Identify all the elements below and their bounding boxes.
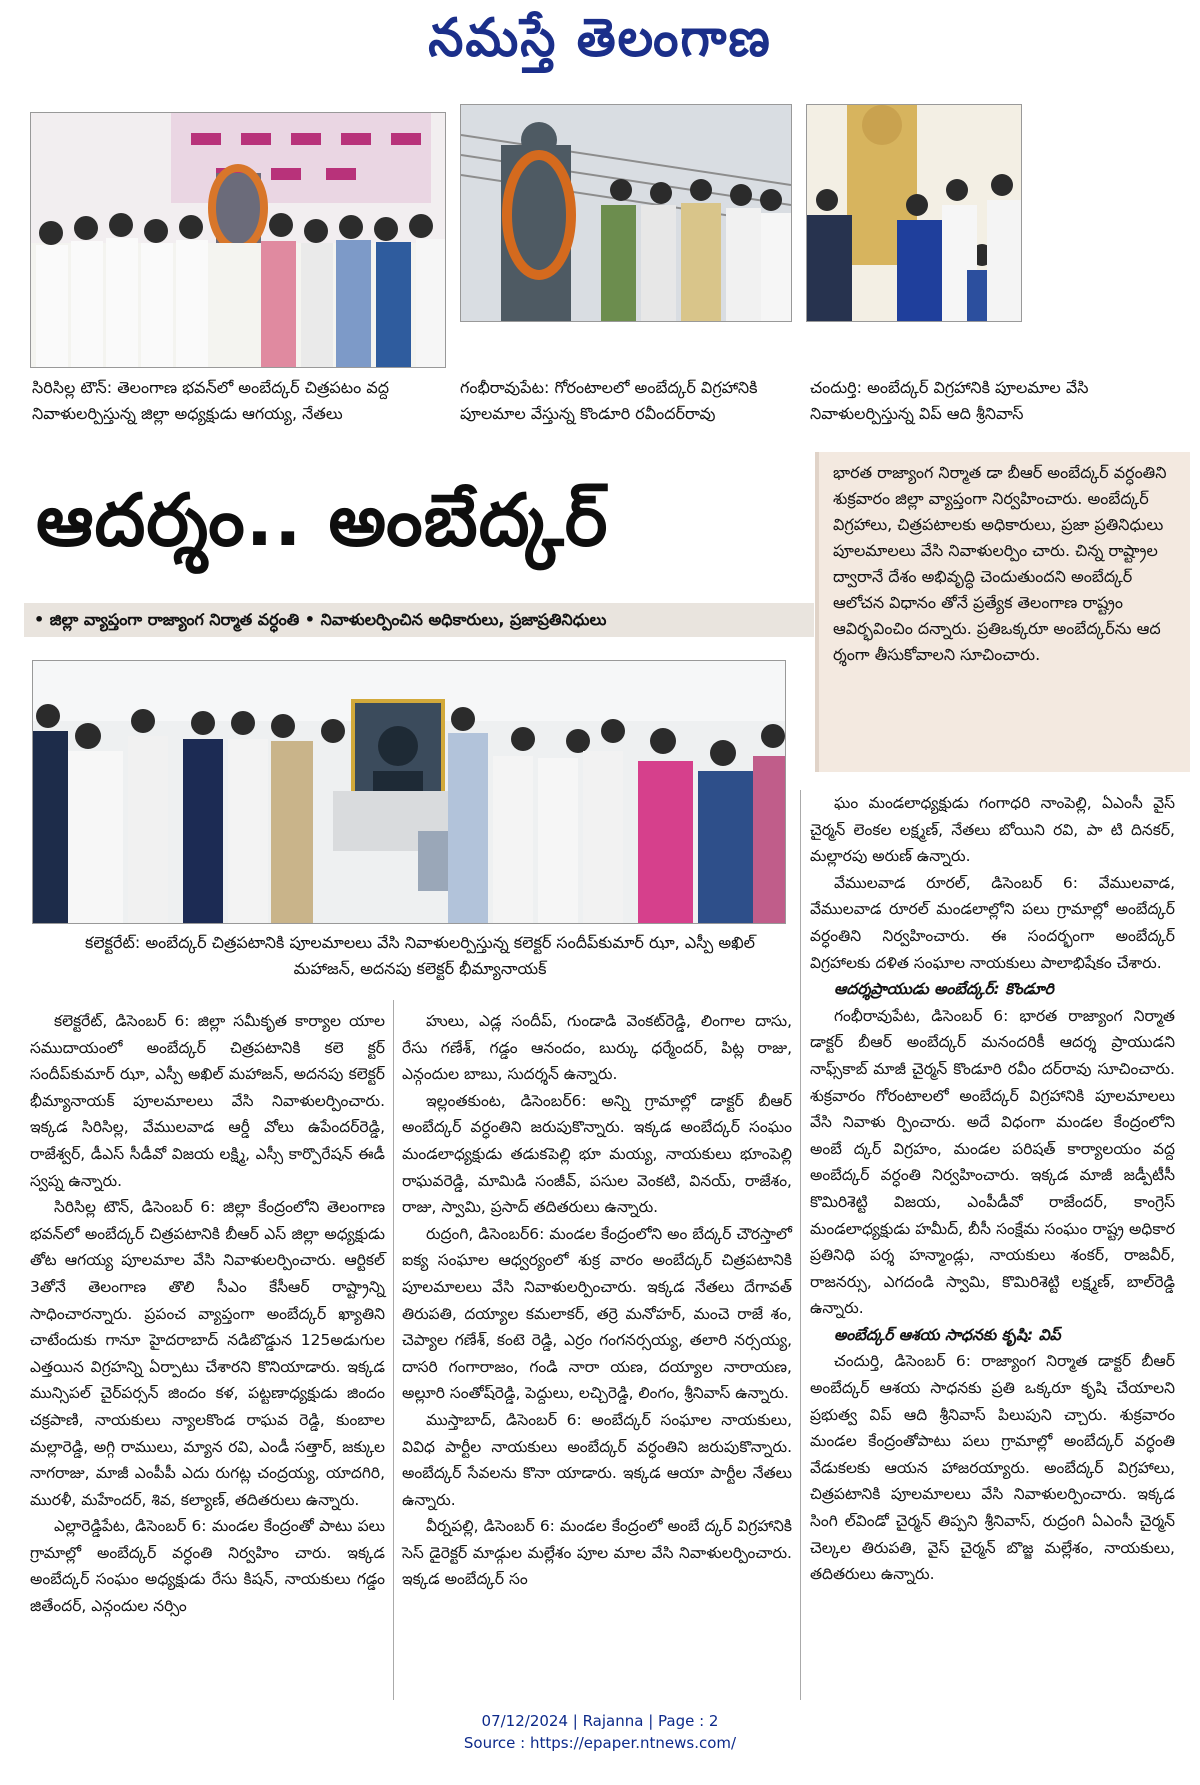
photo-chandurthi xyxy=(806,104,1022,322)
section-heading: అంబేద్కర్‌ ఆశయ సాధనకు కృషి: విప్‌ xyxy=(834,1325,1061,1344)
caption-collectorate: కలెక్టరేట్‌: అంబేద్కర్‌ చిత్రపటానికి పూలమాలలు వేసి నివాళులర్పిస్తున్న కలెక్టర్‌ సందీప్‌కుమార్‌ ఝా, ఎస్పీ అఖిల్‌ మహాజన్‌, అదనపు కలెక్టర్‌ భీమ్యానాయక్‌ xyxy=(84,933,756,978)
para: ఎల్లారెడ్డిపేట, డిసెంబర్‌ 6: మండల కేంద్రంతో పాటు పలు గ్రామాల్లో అంబేద్కర్‌ వర్ధంతి నిర్వహిం చారు. ఇక్కడ అంబేద్కర్‌ సంఘం అధ్యక్షుడు రేసు కిషన్‌, నాయకులు గడ్డం జితేందర్‌, ఎన్గందుల నర్సిం xyxy=(30,1517,385,1616)
section-heading: ఆదర్శప్రాయుడు అంబేద్కర్‌: కొండూరి xyxy=(834,980,1054,999)
article-column-1 xyxy=(30,1008,385,1620)
para: గంభీరావుపేట, డిసెంబర్‌ 6: భారత రాజ్యాంగ నిర్మాత డాక్టర్‌ బీఆర్‌ అంబేద్కర్‌ మనందరికీ ఆదర్శ ప్రాయుడని నాఫ్స్‌కాబ్‌ మాజీ చైర్మన్‌ కొండూరి రవీం దర్‌రావు సూచించారు. శుక్రవారం గోరంటాలలో అంబేద్కర్‌ విగ్రహానికి పూలమాలలు వేసి నివాళు ర్పించారు. అదే విధంగా మండల కేంద్రంలోని అంబే ద్కర్‌ విగ్రహం, మండల పరిషత్‌ కార్యాలయం వద్ద అంబేద్కర్‌ వర్ధంతి నిర్వహించారు. ఇక్కడ మాజీ జడ్పీటీసీ కొమిరిశెట్టి విజయ, ఎంపీడీవో రాజేందర్‌, కాంగ్రెస్‌ మండలాధ్యక్షుడు హమీద్‌, బీసీ సంక్షేమ సంఘం రాష్ట్ర అధికార ప్రతినిధి పర్శ హన్మాండ్లు, నాయకులు శంకర్‌, రాజవీర్‌, రాజనర్సు, ఎగదండి స్వామి, కొమిరిశెట్టి లక్ష్మణ్‌, బాల్‌రెడ్డి ఉన్నారు. xyxy=(810,1006,1175,1318)
headline: ఆదర్శం.. అంబేద్కర్‌ xyxy=(36,478,609,562)
para: హులు, ఎడ్ల సందీప్‌, గుండాడి వెంకట్‌రెడ్డి, లింగాల దాసు, రేసు గణేశ్‌, గడ్డం ఆనందం, బుర్కు ధర్మేందర్‌, పిట్ల రాజు, ఎన్గందుల బాబు, సుదర్శన్‌ ఉన్నారు. xyxy=(402,1012,792,1084)
para: సిరిసిల్ల టౌన్‌, డిసెంబర్‌ 6: జిల్లా కేంద్రంలోని తెలంగాణ భవన్‌లో అంబేద్కర్‌ చిత్రపటానికి బీఆర్‌ ఎస్‌ జిల్లా అధ్యక్షుడు తోట ఆగయ్య పూలమాల వేసి నివాళులర్పించారు. ఆర్టికల్‌ 3తోనే తెలంగాణ తొలి సీఎం కేసీఆర్‌ రాష్ట్రాన్ని సాధించారన్నారు. ప్రపంచ వ్యాప్తంగా అంబేద్కర్‌ ఖ్యాతిని చాటేందుకు గానూ హైదరాబాద్‌ నడిబొడ్డున 125అడుగుల ఎత్తయిన విగ్రహన్ని ఏర్పాటు చేశారని కొనియాడారు. ఇక్కడ మున్సిపల్‌ చైర్‌పర్సన్‌ జిందం కళ, పట్టణాధ్యక్షుడు జిందం చక్రపాణి, నాయకులు న్యాలకొండ రాఘవ రెడ్డి, కుంబాల మల్లారెడ్డి, అగ్గి రాములు, మ్యాన రవి, ఎండీ సత్తార్‌, జక్కుల నాగరాజు, మాజీ ఎంపీపీ ఎదు రుగట్ల చంద్రయ్య, యాదగిరి, మురళీ, మహేందర్‌, శివ, కల్యాణ్‌, తదితరులు ఉన్నారు. xyxy=(30,1198,385,1509)
para: ముస్తాబాద్‌, డిసెంబర్‌ 6: అంబేద్కర్‌ సంఘాల నాయకులు, వివిధ పార్టీల నాయకులు అంబేద్కర్‌ వర్ధంతిని జరుపుకొన్నారు. అంబేద్కర్‌ సేవలను కొనా యాడారు. ఇక్కడ ఆయా పార్టీల నేతలు ఉన్నారు. xyxy=(402,1410,792,1509)
caption-gambhiraopet: గంభీరావుపేట: గోరంటాలలో అంబేద్కర్‌ విగ్రహానికి పూలమాల వేస్తున్న కొండూరి రవీందర్‌రావు xyxy=(460,378,758,423)
footer-date-line: 07/12/2024 | Rajanna | Page : 2 xyxy=(481,1712,719,1730)
column-divider xyxy=(800,790,801,1700)
article-column-3 xyxy=(810,790,1175,1588)
photo-sircilla-town xyxy=(30,112,446,368)
caption-sircilla-town: సిరిసిల్ల టౌన్‌: తెలంగాణ భవన్‌లో అంబేద్కర్‌ చిత్రపటం వద్ద నివాళులర్పిస్తున్న జిల్లా అధ్యక్షుడు ఆగయ్య, నేతలు xyxy=(32,378,390,423)
para: ఘం మండలాధ్యక్షుడు గంగాధరి నాంపెల్లి, ఏఎంసీ వైస్‌ చైర్మన్‌ లెంకల లక్ష్మణ్‌, నేతలు బోయిని రవి, పా టి దినకర్‌, మల్లారపు అరుణ్‌ ఉన్నారు. xyxy=(810,794,1175,866)
article-column-2 xyxy=(402,1008,792,1593)
masthead xyxy=(0,0,1200,78)
footer xyxy=(0,1710,1200,1754)
footer-source-line: Source : https://epaper.ntnews.com/ xyxy=(463,1734,737,1752)
para: వీర్నపల్లి, డిసెంబర్‌ 6: మండల కేంద్రంలో అంబే ద్కర్‌ విగ్రహానికి సెస్‌ డైరెక్టర్‌ మాడ్గుల మల్లేశం పూల మాల వేసి నివాళులర్పించారు. ఇక్కడ అంబేద్కర్‌ సం xyxy=(402,1517,792,1589)
photo-collectorate xyxy=(32,660,786,924)
para: వేములవాడ రూరల్‌, డిసెంబర్‌ 6: వేములవాడ, వేములవాడ రూరల్‌ మండలాల్లోని పలు గ్రామాల్లో అంబేద్కర్‌ వర్ధంతిని నిర్వహించారు. ఈ సందర్భంగా అంబేద్కర్‌ విగ్రహాలకు దళిత సంఘాల నాయకులు పాలాభిషేకం చేశారు. xyxy=(810,873,1175,972)
caption-chandurthi: చందుర్తి: అంబేద్కర్‌ విగ్రహానికి పూలమాల వేసి నివాళులర్పిస్తున్న విప్‌ ఆది శ్రీనివాస్‌ xyxy=(810,378,1089,423)
subhead: • జిల్లా వ్యాప్తంగా రాజ్యాంగ నిర్మాత వర్ధంతి • నివాళులర్పించిన అధికారులు, ప్రజాప్రతినిధులు xyxy=(24,603,814,637)
column-divider xyxy=(393,1000,394,1700)
photo-gambhiraopet xyxy=(460,104,792,322)
para: రుద్రంగి, డిసెంబర్‌6: మండల కేంద్రంలోని అం బేద్కర్‌ చౌరస్తాలో ఐక్య సంఘాల ఆధ్వర్యంలో శుక్ర వారం అంబేద్కర్‌ చిత్రపటానికి పూలమాలలు వేసి నివాళులర్పించారు. ఇక్కడ నేతలు దేగావత్‌ తిరుపతి, దయ్యాల కమలాకర్‌, తర్రె మనోహర్‌, మంచె రాజే శం, చెప్యాల గణేశ్‌, కంటె రెడ్డి, ఎర్రం గంగనర్సయ్య, తలారి నర్సయ్య, దాసరి గంగారాజం, గండి నారా యణ, దయ్యాల నారాయణ, అల్లూరి సంతోష్‌రెడ్డి, పెద్దులు, లచ్చిరెడ్డి, లింగం, శ్రీనివాస్‌ ఉన్నారు. xyxy=(402,1224,792,1403)
summary-text: భారత రాజ్యాంగ నిర్మాత డా బీఆర్‌ అంబేద్కర్‌ వర్ధంతిని శుక్రవారం జిల్లా వ్యాప్తంగా నిర్వహించారు. అంబేద్కర్‌ విగ్రహాలు, చిత్రపటాలకు అధికారులు, ప్రజా ప్రతినిధులు పూలమాలలు వేసి నివాళులర్పిం చారు. చిన్న రాష్ట్రాల ద్వారానే దేశం అభివృద్ధి చెందుతుందని అంబేద్కర్‌ ఆలోచన విధానం తోనే ప్రత్యేక తెలంగాణ రాష్ట్రం ఆవిర్భవించిం దన్నారు. ప్రతిఒక్కరూ అంబేద్కర్‌ను ఆద ర్శంగా తీసుకోవాలని సూచించారు. xyxy=(833,463,1167,664)
para: కలెక్టరేట్‌, డిసెంబర్‌ 6: జిల్లా సమీకృత కార్యాల యాల సముదాయంలో అంబేద్కర్‌ చిత్రపటానికి కలె క్టర్‌ సందీప్‌కుమార్‌ ఝా, ఎస్పీ అఖిల్‌ మహాజన్‌, అదనపు కలెక్టర్‌ భీమ్యానాయక్‌ పూలమాలలు వేసి నివాళులర్పించారు. ఇక్కడ సిరిసిల్ల, వేములవాడ ఆర్డీ వోలు ఉపేందర్‌రెడ్డి, రాజేశ్వర్‌, డీఎస్‌ సీడీవో విజయ లక్ష్మి, ఎస్సీ కార్పొరేషన్‌ ఈడీ స్వప్న ఉన్నారు. xyxy=(30,1012,385,1190)
para: ఇల్లంతకుంట, డిసెంబర్‌6: అన్ని గ్రామాల్లో డాక్టర్‌ బీఆర్‌ అంబేద్కర్‌ వర్ధంతిని జరుపుకొన్నారు. ఇక్కడ అంబేద్కర్‌ సంఘం మండలాధ్యక్షుడు తడుకపెల్లి భూ మయ్య, నాయకులు భూంపెల్లి రాఘవరెడ్డి, మామిడి సంజీవ్‌, పసుల వెంకటి, వినయ్‌, రాజేశం, రాజు, స్వామి, ప్రసాద్‌ తదితరులు ఉన్నారు. xyxy=(402,1091,792,1217)
masthead-title: నమస్తే తెలంగాణ xyxy=(428,6,772,69)
summary-box xyxy=(815,452,1190,772)
para: చందుర్తి, డిసెంబర్‌ 6: రాజ్యాంగ నిర్మాత డాక్టర్‌ బీఆర్‌ అంబేద్కర్‌ ఆశయ సాధనకు ప్రతి ఒక్కరూ కృషి చేయాలని ప్రభుత్వ విప్‌ ఆది శ్రీనివాస్‌ పిలుపుని చ్చారు. శుక్రవారం మండల కేంద్రంతోపాటు పలు గ్రామాల్లో అంబేద్కర్‌ వర్ధంతి వేడుకలకు ఆయన హాజరయ్యారు. అంబేద్కర్‌ విగ్రహాలు, చిత్రపటానికి పూలమాలలు వేసి నివాళులర్పించారు. ఇక్కడ సింగి ల్‌విండో చైర్మన్‌ తిప్పని శ్రీనివాస్‌, రుద్రంగి ఏఎంసీ చైర్మన్‌ చెల్కల తిరుపతి, వైస్‌ చైర్మన్‌ బొజ్జ మల్లేశం, నాయకులు, తదితరులు ఉన్నారు. xyxy=(810,1352,1175,1584)
